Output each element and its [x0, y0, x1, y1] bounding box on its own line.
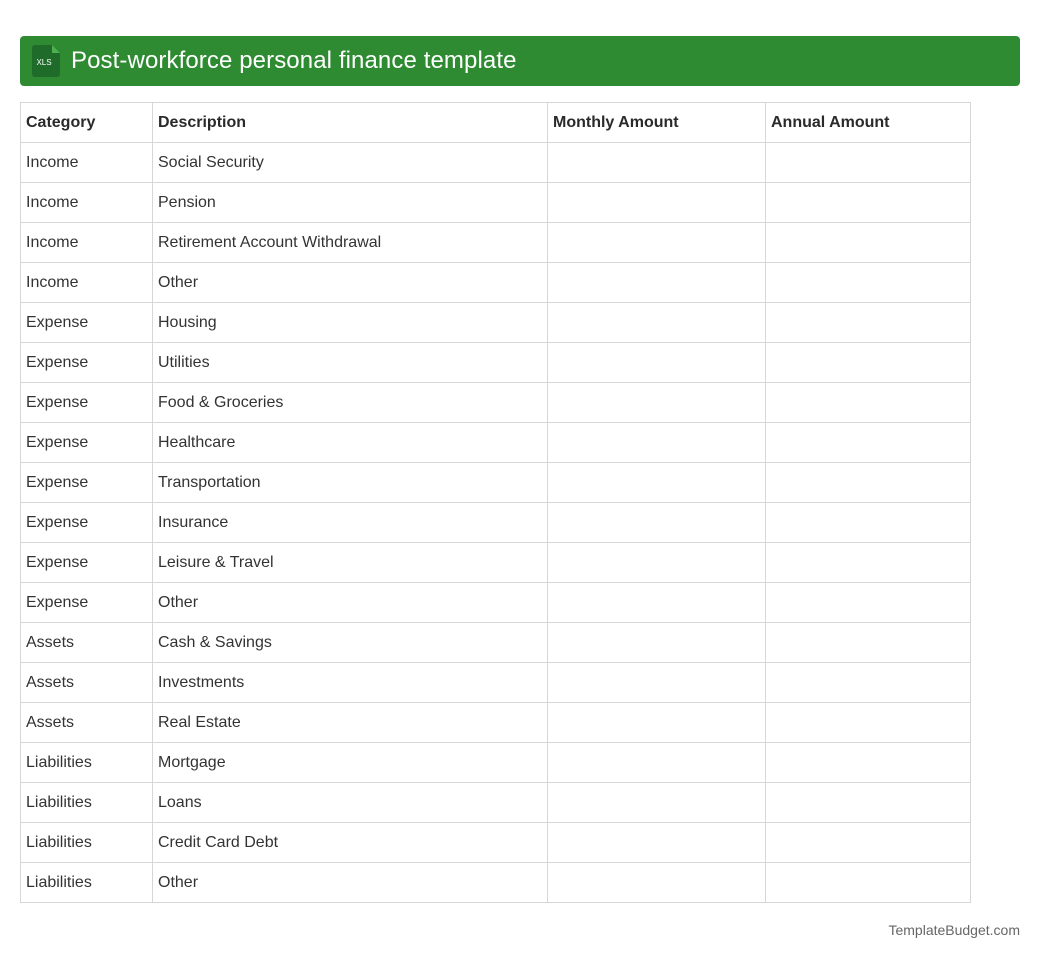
category-cell: Income	[21, 263, 153, 303]
column-header-description: Description	[153, 103, 548, 143]
table-row	[21, 623, 971, 663]
category-cell: Expense	[21, 583, 153, 623]
category-cell: Liabilities	[21, 863, 153, 903]
column-header-category: Category	[21, 103, 153, 143]
table-row	[21, 703, 971, 743]
category-cell: Assets	[21, 623, 153, 663]
category-cell: Expense	[21, 343, 153, 383]
table-row	[21, 823, 971, 863]
category-cell: Expense	[21, 383, 153, 423]
description-cell: Social Security	[153, 143, 548, 183]
category-cell: Assets	[21, 663, 153, 703]
table-row	[21, 543, 971, 583]
category-cell: Income	[21, 183, 153, 223]
column-header-annual-amount: Annual Amount	[766, 103, 971, 143]
monthly-amount-cell[interactable]	[548, 623, 766, 663]
monthly-amount-cell[interactable]	[548, 863, 766, 903]
table-row	[21, 263, 971, 303]
table-row	[21, 743, 971, 783]
description-cell: Other	[153, 583, 548, 623]
monthly-amount-cell[interactable]	[548, 743, 766, 783]
column-header-monthly-amount: Monthly Amount	[548, 103, 766, 143]
annual-amount-cell[interactable]	[766, 303, 971, 343]
annual-amount-cell[interactable]	[766, 703, 971, 743]
table-row	[21, 503, 971, 543]
annual-amount-cell[interactable]	[766, 543, 971, 583]
annual-amount-cell[interactable]	[766, 823, 971, 863]
table-row	[21, 143, 971, 183]
category-cell: Expense	[21, 543, 153, 583]
description-cell: Healthcare	[153, 423, 548, 463]
monthly-amount-cell[interactable]	[548, 223, 766, 263]
category-cell: Liabilities	[21, 783, 153, 823]
description-cell: Leisure & Travel	[153, 543, 548, 583]
category-cell: Expense	[21, 303, 153, 343]
table-row	[21, 463, 971, 503]
table-body	[21, 143, 971, 903]
page-header	[20, 36, 1020, 86]
annual-amount-cell[interactable]	[766, 223, 971, 263]
monthly-amount-cell[interactable]	[548, 183, 766, 223]
monthly-amount-cell[interactable]	[548, 263, 766, 303]
monthly-amount-cell[interactable]	[548, 823, 766, 863]
table-row	[21, 783, 971, 823]
category-cell: Liabilities	[21, 743, 153, 783]
category-cell: Expense	[21, 463, 153, 503]
category-cell: Income	[21, 143, 153, 183]
description-cell: Cash & Savings	[153, 623, 548, 663]
table-row	[21, 583, 971, 623]
description-cell: Insurance	[153, 503, 548, 543]
xls-icon-label: XLS	[36, 58, 52, 67]
annual-amount-cell[interactable]	[766, 583, 971, 623]
table-row	[21, 343, 971, 383]
category-cell: Income	[21, 223, 153, 263]
description-cell: Mortgage	[153, 743, 548, 783]
monthly-amount-cell[interactable]	[548, 463, 766, 503]
monthly-amount-cell[interactable]	[548, 503, 766, 543]
description-cell: Credit Card Debt	[153, 823, 548, 863]
monthly-amount-cell[interactable]	[548, 383, 766, 423]
description-cell: Investments	[153, 663, 548, 703]
description-cell: Transportation	[153, 463, 548, 503]
description-cell: Pension	[153, 183, 548, 223]
category-cell: Assets	[21, 703, 153, 743]
annual-amount-cell[interactable]	[766, 263, 971, 303]
annual-amount-cell[interactable]	[766, 423, 971, 463]
monthly-amount-cell[interactable]	[548, 303, 766, 343]
annual-amount-cell[interactable]	[766, 143, 971, 183]
xls-file-icon	[32, 45, 60, 77]
table-row	[21, 423, 971, 463]
footer-brand: TemplateBudget.com	[888, 922, 1020, 938]
table-row	[21, 183, 971, 223]
annual-amount-cell[interactable]	[766, 783, 971, 823]
description-cell: Loans	[153, 783, 548, 823]
monthly-amount-cell[interactable]	[548, 543, 766, 583]
table-row	[21, 223, 971, 263]
category-cell: Expense	[21, 423, 153, 463]
table-row	[21, 863, 971, 903]
description-cell: Retirement Account Withdrawal	[153, 223, 548, 263]
description-cell: Other	[153, 263, 548, 303]
description-cell: Real Estate	[153, 703, 548, 743]
monthly-amount-cell[interactable]	[548, 343, 766, 383]
annual-amount-cell[interactable]	[766, 503, 971, 543]
monthly-amount-cell[interactable]	[548, 703, 766, 743]
monthly-amount-cell[interactable]	[548, 583, 766, 623]
finance-table	[20, 102, 971, 903]
monthly-amount-cell[interactable]	[548, 423, 766, 463]
annual-amount-cell[interactable]	[766, 343, 971, 383]
category-cell: Expense	[21, 503, 153, 543]
category-cell: Liabilities	[21, 823, 153, 863]
annual-amount-cell[interactable]	[766, 183, 971, 223]
table-row	[21, 383, 971, 423]
description-cell: Other	[153, 863, 548, 903]
monthly-amount-cell[interactable]	[548, 783, 766, 823]
description-cell: Housing	[153, 303, 548, 343]
annual-amount-cell[interactable]	[766, 743, 971, 783]
table-header-row	[21, 103, 971, 143]
monthly-amount-cell[interactable]	[548, 143, 766, 183]
page-title: Post-workforce personal finance template	[71, 47, 517, 74]
table-row	[21, 303, 971, 343]
annual-amount-cell[interactable]	[766, 863, 971, 903]
annual-amount-cell[interactable]	[766, 623, 971, 663]
table-row	[21, 663, 971, 703]
annual-amount-cell[interactable]	[766, 463, 971, 503]
annual-amount-cell[interactable]	[766, 663, 971, 703]
description-cell: Utilities	[153, 343, 548, 383]
annual-amount-cell[interactable]	[766, 383, 971, 423]
description-cell: Food & Groceries	[153, 383, 548, 423]
monthly-amount-cell[interactable]	[548, 663, 766, 703]
